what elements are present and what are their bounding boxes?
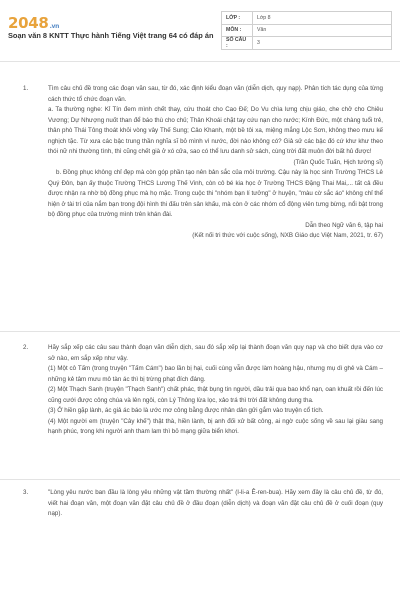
question-3 — [23, 488, 383, 528]
question-body — [48, 488, 383, 520]
question-intro: Hãy sắp xếp các câu sau thành đoạn văn diễn dịch, sau đó sắp xếp lại thành đoạn văn quy nạp và cho biết dựa vào cơ sở nào, em sắp xếp như vậy. — [48, 344, 383, 362]
meta-table — [221, 11, 392, 50]
site-logo[interactable] — [8, 14, 59, 32]
question-number: 3. — [23, 489, 29, 496]
passage-b: b. Đồng phục không chỉ đẹp mà còn góp phần tạo nên bản sắc của môi trường. Cậu này là học sinh Trường THCS Lê Quý Đôn, bạn ấy thuộc Trường THCS Lương Thế Vinh, còn cô bé kia học ở Trường THCS Đặng Thai Mai,... tất cả đều được nhận ra nhờ bộ đồng phục mà họ mặc. Trong cuộc thi "nhóm bạn lí tưởng" ở huyện, "màu cờ sắc áo" không chỉ thể hiện ở tài trí của nắm bạn trong đội hình thi đấu trên sân khấu, mà còn ở các nhóm cổ động viên tưng bừng, nổi bật trong bộ đồng phục của trường mình trên khán đài. — [48, 169, 383, 218]
question-number: 1. — [23, 85, 29, 92]
meta-value: Văn — [253, 24, 392, 37]
question-number: 2. — [23, 344, 29, 351]
sentence-item: (2) Một Thạch Sanh (truyện "Thạch Sanh") chất phác, thật bụng tin người, dầu trải qua bao khổ nạn, oan khuất rồi đến lúc cũng cưới được công chúa và lên ngôi, còn Lý Thông lừa lọc, xảo trá thì trời đất không dung tha. — [48, 386, 383, 404]
sentence-item: (4) Một người em (truyện "Cây khế") thật thà, hiền lành, bị anh đối xử bất công, ai ngờ cuộc sống về sau lại giàu sang hạnh phúc, trong khi người anh tham lam thì bỏ mạng giữa biển khơi. — [48, 417, 383, 435]
meta-row-count — [222, 37, 392, 50]
question-intro: Tìm câu chủ đề trong các đoạn văn sau, từ đó, xác định kiểu đoạn văn (diễn dịch, quy nạp). Phân tích tác dụng của từng cách thức tổ chức đoạn văn. — [48, 85, 383, 103]
meta-key: LỚP : — [222, 12, 253, 25]
passage-a: a. Ta thường nghe: Kỉ Tín đem mình chết thay, cứu thoát cho Cao Đế; Do Vu chìa lưng chịu giáo, che chở cho Chiêu Vương; Dự Nhượng nuốt than để báo thù cho chủ; Thân Khoái chặt tay cứu nạn cho nước; Kính Đức, một chàng tuổi trẻ, thân phò Thái Tông thoát khỏi vòng vây Thế Sung; Cảo Khanh, một bề tôi xa, miệng mắng Lộc Sơn, không theo mưu kế nghịch tặc. Từ xưa các bậc trung thần nghĩa sĩ bỏ mình vì nước, đời nào không có? Giả sử các bậc đó cứ khư khư theo thói nữ nhi thường tình, thì cũng chết già ở xó cửa, sao có thể lưu danh sử sách, cùng trời đất muôn đời bất hủ được! — [48, 106, 383, 155]
document-title: Soạn văn 8 KNTT Thực hành Tiếng Việt trang 64 có đáp án — [8, 31, 214, 40]
question-2 — [23, 343, 383, 473]
logo-main: 2048 — [8, 14, 49, 32]
question-text: "Lòng yêu nước ban đầu là lòng yêu những vật tầm thường nhất" (I-li-a Ê-ren-bua). Hãy xem đây là câu chủ đề, từ đó, viết hai đoạn văn, một đoạn văn đặt câu chủ đề ở đầu đoạn (diễn dịch) và đoạn văn đặt câu chủ đề ở cuối đoạn (quy nạp). — [48, 489, 383, 517]
logo-sub: .vn — [49, 23, 60, 30]
meta-value: Lớp 8 — [253, 12, 392, 25]
meta-row-subject — [222, 24, 392, 37]
meta-row-class — [222, 12, 392, 25]
divider — [0, 61, 400, 62]
meta-key: SỐ CÂU : — [222, 37, 253, 50]
passage-b-source-2: (Kết nối tri thức với cuộc sống), NXB Giáo dục Việt Nam, 2021, tr. 67) — [192, 232, 383, 239]
page-header — [0, 0, 400, 60]
divider — [0, 479, 400, 480]
question-body — [48, 84, 383, 242]
sentence-item: (3) Ở hiền gặp lành, ác giả ác báo là ước mơ công bằng được nhân dân gửi gắm vào truyện cổ tích. — [48, 407, 324, 414]
passage-a-source: (Trần Quốc Tuấn, Hịch tướng sĩ) — [293, 158, 383, 166]
question-body — [48, 343, 383, 438]
meta-key: MÔN : — [222, 24, 253, 37]
divider — [0, 331, 400, 332]
sentence-item: (1) Một cô Tấm (trong truyện "Tấm Cám") bao lần bị hại, cuối cùng vẫn được làm hoàng hậu, nhưng mụ dì ghẻ và Cám – những kẻ tâm mưu mô tàn ác thì bị trừng phạt đích đáng. — [48, 365, 383, 383]
question-1 — [23, 84, 383, 320]
meta-value: 3 — [253, 37, 392, 50]
passage-b-source-1: Dẫn theo Ngữ văn 6, tập hai — [305, 221, 383, 229]
